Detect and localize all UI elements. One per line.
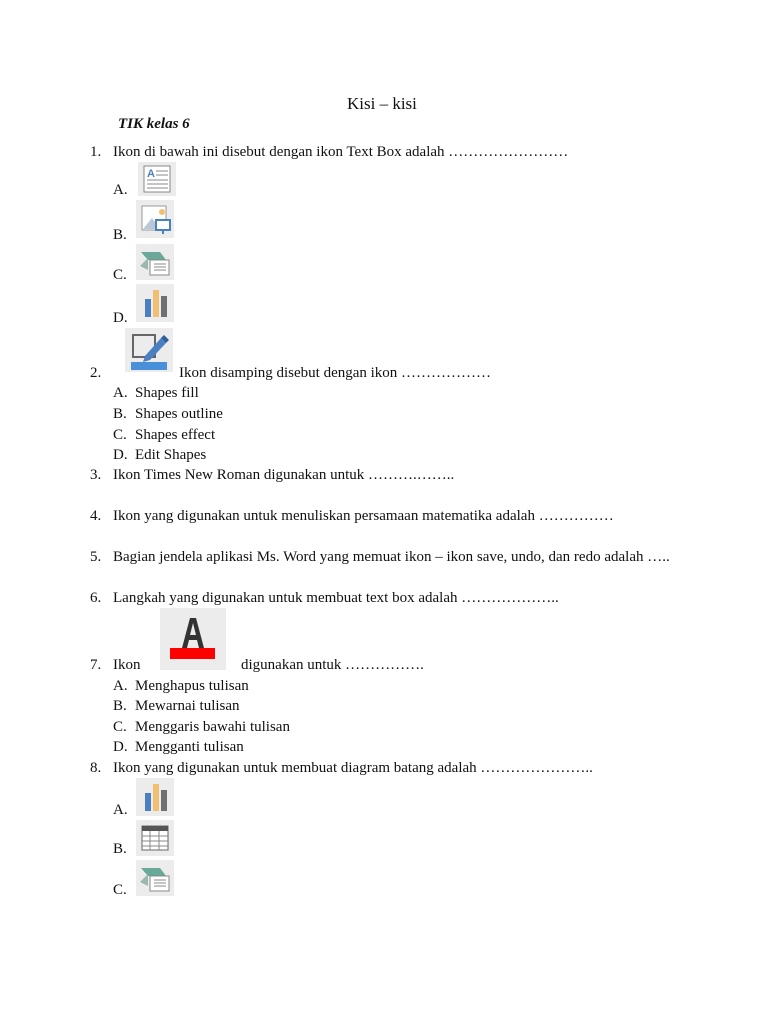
page-title: Kisi – kisi (347, 94, 417, 113)
smartart-icon (136, 860, 174, 896)
q7-option-a-text: Menghapus tulisan (135, 678, 249, 694)
q8-text: Ikon yang digunakan untuk membuat diagram batang adalah ………………….. (113, 760, 593, 776)
q3-number: 3. (90, 467, 102, 483)
q1-option-a: A. (113, 182, 128, 198)
q2-option-d-text: Edit Shapes (135, 447, 207, 463)
q7-option-a-letter: A. (113, 678, 128, 694)
q7-option-d-text: Mengganti tulisan (135, 739, 244, 755)
q2-option-b-letter: B. (113, 406, 127, 422)
picture-screenshot-icon (136, 200, 174, 238)
page-subtitle: TIK kelas 6 (118, 116, 190, 132)
text-box-icon (138, 162, 176, 196)
bar-chart-icon (136, 284, 174, 322)
q2-option-a-text: Shapes fill (135, 385, 199, 401)
q5-number: 5. (90, 549, 102, 565)
q2-option-b-text: Shapes outline (135, 406, 223, 422)
q1-option-b: B. (113, 227, 127, 243)
q4-number: 4. (90, 508, 102, 524)
q7-option-c-letter: C. (113, 719, 127, 735)
q1-text: Ikon di bawah ini disebut dengan ikon Text Box adalah …………………… (113, 144, 569, 160)
q2-option-c-letter: C. (113, 427, 127, 443)
q8-option-a: A. (113, 802, 128, 818)
q2-option-a-letter: A. (113, 385, 128, 401)
q7-number: 7. (90, 657, 102, 673)
q3-text: Ikon Times New Roman digunakan untuk ……….…….. (113, 467, 455, 483)
q7-option-c-text: Menggaris bawahi tulisan (135, 719, 290, 735)
q8-option-b: B. (113, 841, 127, 857)
q8-option-c: C. (113, 882, 127, 898)
q1-option-d: D. (113, 310, 128, 326)
q5-text: Bagian jendela aplikasi Ms. Word yang memuat ikon – ikon save, undo, dan redo adalah ….. (113, 549, 670, 565)
font-color-icon (160, 608, 226, 670)
q7-option-d-letter: D. (113, 739, 128, 755)
q6-number: 6. (90, 590, 102, 606)
smartart-icon (136, 244, 174, 280)
bar-chart-icon (136, 778, 174, 816)
q1-number: 1. (90, 144, 102, 160)
q2-option-d-letter: D. (113, 447, 128, 463)
q2-text: Ikon disamping disebut dengan ikon ……………… (179, 365, 492, 381)
q4-text: Ikon yang digunakan untuk menuliskan persamaan matematika adalah …………… (113, 508, 614, 524)
table-icon (136, 820, 174, 856)
q7-option-b-letter: B. (113, 698, 127, 714)
q7-option-b-text: Mewarnai tulisan (135, 698, 240, 714)
q1-option-c: C. (113, 267, 127, 283)
q7-suffix: digunakan untuk ……………. (241, 657, 424, 673)
shape-outline-pen-icon (125, 328, 173, 372)
svg-text:A: A (147, 168, 155, 180)
q8-number: 8. (90, 760, 102, 776)
q6-text: Langkah yang digunakan untuk membuat text box adalah ……………….. (113, 590, 559, 606)
q2-option-c-text: Shapes effect (135, 427, 216, 443)
q2-number: 2. (90, 365, 102, 381)
q7-prefix: Ikon (113, 657, 141, 673)
